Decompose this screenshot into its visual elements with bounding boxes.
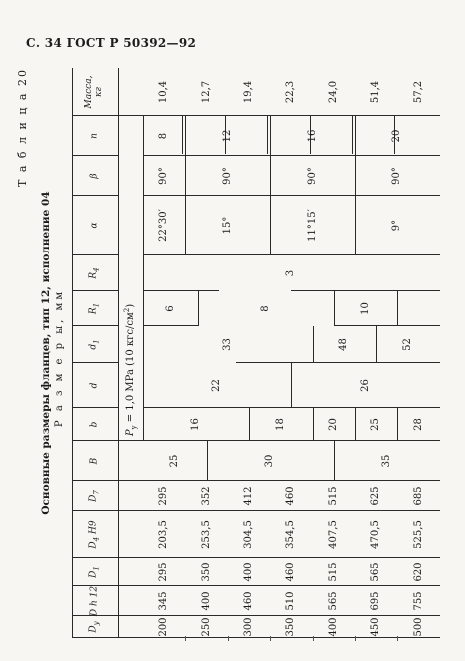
cell-n: 20 [391, 129, 403, 143]
table-rule [118, 480, 440, 481]
row-tick [270, 636, 271, 641]
column-header-beta: β [89, 173, 100, 179]
cell-mass: 51,4 [370, 80, 382, 104]
cell-d1: 400 [243, 562, 254, 582]
table-rule [118, 68, 119, 638]
table-rule [143, 155, 440, 156]
cell-r1: 10 [359, 302, 371, 315]
cell-d: 460 [243, 591, 254, 611]
cell-d4: 203,5 [158, 520, 170, 549]
table-rule [198, 291, 199, 326]
table-rule [118, 440, 440, 441]
cell-dy: 300 [243, 617, 254, 637]
cell-d: 565 [327, 591, 339, 611]
cell-d4: 253,5 [200, 520, 212, 549]
cell-b: 28 [412, 418, 424, 431]
cell-alpha: 22°30′ [158, 209, 170, 242]
table-rule [236, 362, 440, 363]
table-rule [355, 156, 356, 196]
cell-d1: 33 [221, 338, 233, 351]
cell-mass: 19,4 [243, 80, 254, 104]
column-header-b: b [89, 421, 100, 428]
cell-d: 510 [285, 591, 297, 611]
table-rule [313, 408, 314, 441]
table-rule [334, 441, 335, 481]
table-rule [72, 195, 118, 196]
row-tick [355, 636, 356, 641]
table-rule [72, 407, 118, 408]
cell-d1: 350 [200, 562, 212, 582]
column-header-d1: $D_1$ [88, 566, 101, 578]
cell-dy: 250 [200, 617, 212, 637]
table-rule [182, 116, 183, 154]
cell-d: 345 [158, 591, 170, 611]
column-header-d4: $D_4$ H9 [88, 520, 101, 549]
column-header-d: d [89, 382, 100, 389]
table-rule [72, 325, 118, 326]
table-rule [185, 156, 186, 196]
column-header-d: D h 12 [89, 585, 100, 617]
table-rule [355, 196, 356, 255]
cell-mass: 12,7 [200, 80, 212, 104]
cell-b: 18 [274, 418, 286, 431]
table-rule [143, 116, 144, 441]
column-header-r4: $R_4$ [88, 267, 101, 279]
table-rule [267, 116, 268, 154]
table-rule [355, 116, 356, 156]
table-rule [185, 116, 186, 156]
table-rule [270, 156, 271, 196]
cell-b: 20 [327, 418, 339, 431]
column-header-r1: $R_1$ [88, 302, 101, 315]
table-rule [72, 637, 440, 638]
cell-mass: 57,2 [412, 80, 424, 104]
cell-mass: 24,0 [327, 80, 339, 104]
cell-d1: 515 [327, 562, 339, 582]
table-rule [72, 254, 118, 255]
cell-d7: 625 [370, 486, 382, 506]
cell-d: 400 [200, 591, 212, 611]
cell-beta: 90° [221, 167, 233, 185]
cell-d7: 352 [200, 486, 212, 506]
cell-mass: 10,4 [158, 80, 170, 104]
cell-d1: 48 [338, 338, 350, 351]
column-header-dy: $D_y$ [88, 621, 101, 633]
cell-d1: 460 [285, 562, 297, 582]
cell-dy: 450 [370, 617, 382, 637]
table-label: Т а б л и ц а 20 [16, 68, 29, 187]
cell-d4: 525,5 [412, 520, 424, 549]
table-rule [249, 408, 250, 441]
table-rule [143, 407, 440, 408]
cell-r1: 6 [164, 305, 176, 312]
row-tick [185, 636, 186, 641]
cell-r4: 3 [285, 269, 297, 277]
table-rule [72, 480, 118, 481]
nominal-pressure-label: $P_y = 1,0$ MPa (10 кгс/$см^2$) [122, 303, 139, 437]
cell-n: 12 [221, 129, 233, 143]
cell-alpha: 15° [221, 216, 233, 235]
table-rule [313, 326, 314, 363]
column-header-alpha: α [89, 222, 100, 229]
table-rule [352, 116, 353, 154]
table-rule [72, 290, 118, 291]
cell-alpha: 11°15′ [306, 209, 318, 242]
cell-b: 25 [370, 418, 382, 431]
column-header-b: B [89, 457, 100, 465]
cell-dy: 350 [285, 617, 297, 637]
table-rule [270, 116, 271, 156]
table-rule [291, 363, 292, 408]
cell-d4: 407,5 [327, 520, 339, 549]
cell-b: 35 [380, 454, 392, 468]
cell-d4: 304,5 [243, 520, 254, 549]
cell-d1: 620 [412, 562, 424, 582]
cell-beta: 90° [158, 167, 170, 185]
table-rule [72, 510, 118, 511]
row-tick [397, 636, 398, 641]
cell-beta: 90° [391, 167, 403, 185]
table-rule [143, 254, 440, 255]
cell-d4: 354,5 [285, 520, 297, 549]
cell-r1: 8 [259, 305, 271, 312]
cell-d1: 52 [402, 338, 413, 351]
table-rule [72, 115, 118, 116]
table-rule [118, 510, 440, 511]
table-title: Основные размеры фланцев, тип 12, исполнение 04 [40, 191, 52, 515]
cell-d7: 295 [158, 486, 170, 506]
table-rule [72, 557, 118, 558]
table-rule [72, 155, 118, 156]
cell-dy: 200 [158, 617, 170, 637]
table-rule [334, 291, 335, 326]
cell-mass: 22,3 [285, 80, 297, 104]
table-rule [118, 615, 440, 616]
column-header-d1: $d_1$ [88, 339, 101, 350]
column-header-n: n [89, 133, 100, 139]
table-rule [291, 290, 439, 291]
cell-n: 16 [306, 129, 318, 143]
dimensions-table [40, 68, 440, 638]
cell-d7: 412 [243, 486, 254, 506]
table-rule [72, 68, 73, 638]
cell-d1: 565 [370, 562, 382, 582]
table-rule [334, 325, 440, 326]
row-tick [313, 636, 314, 641]
table-rule [72, 362, 118, 363]
cell-b: 16 [190, 418, 201, 431]
table-rule [143, 290, 219, 291]
table-rule [72, 440, 118, 441]
cell-d: 695 [370, 591, 382, 611]
cell-dy: 400 [327, 617, 339, 637]
row-tick [228, 636, 229, 641]
table-rule [397, 291, 398, 326]
table-rule [376, 326, 377, 363]
cell-d4: 470,5 [370, 520, 382, 549]
table-rule [118, 557, 440, 558]
column-header-d7: $D_7$ [88, 490, 101, 502]
rotated-table-area [16, 68, 440, 638]
table-rule [143, 325, 198, 326]
units-subheader: Р а з м е р ы, мм [54, 288, 65, 428]
cell-n: 8 [158, 132, 170, 140]
cell-d: 755 [412, 591, 424, 611]
table-rule [118, 585, 440, 586]
cell-alpha: 9° [391, 219, 403, 232]
cell-beta: 90° [306, 167, 318, 185]
cell-d7: 685 [412, 486, 424, 506]
table-rule [143, 195, 440, 196]
table-rule [270, 196, 271, 255]
cell-dy: 500 [412, 617, 424, 637]
cell-b: 25 [168, 454, 180, 468]
table-rule [397, 408, 398, 441]
cell-d: 26 [359, 379, 371, 392]
cell-b: 30 [264, 454, 276, 468]
column-header-mass: Масса, кг [84, 75, 104, 109]
cell-d: 22 [211, 379, 223, 392]
page-header: С. 34 ГОСТ Р 50392—92 [26, 36, 197, 50]
table-rule [207, 441, 208, 481]
cell-d7: 460 [285, 486, 297, 506]
table-rule [185, 196, 186, 255]
cell-d7: 515 [327, 486, 339, 506]
table-rule [355, 408, 356, 441]
table-rule [118, 115, 440, 116]
cell-d1: 295 [158, 562, 170, 582]
